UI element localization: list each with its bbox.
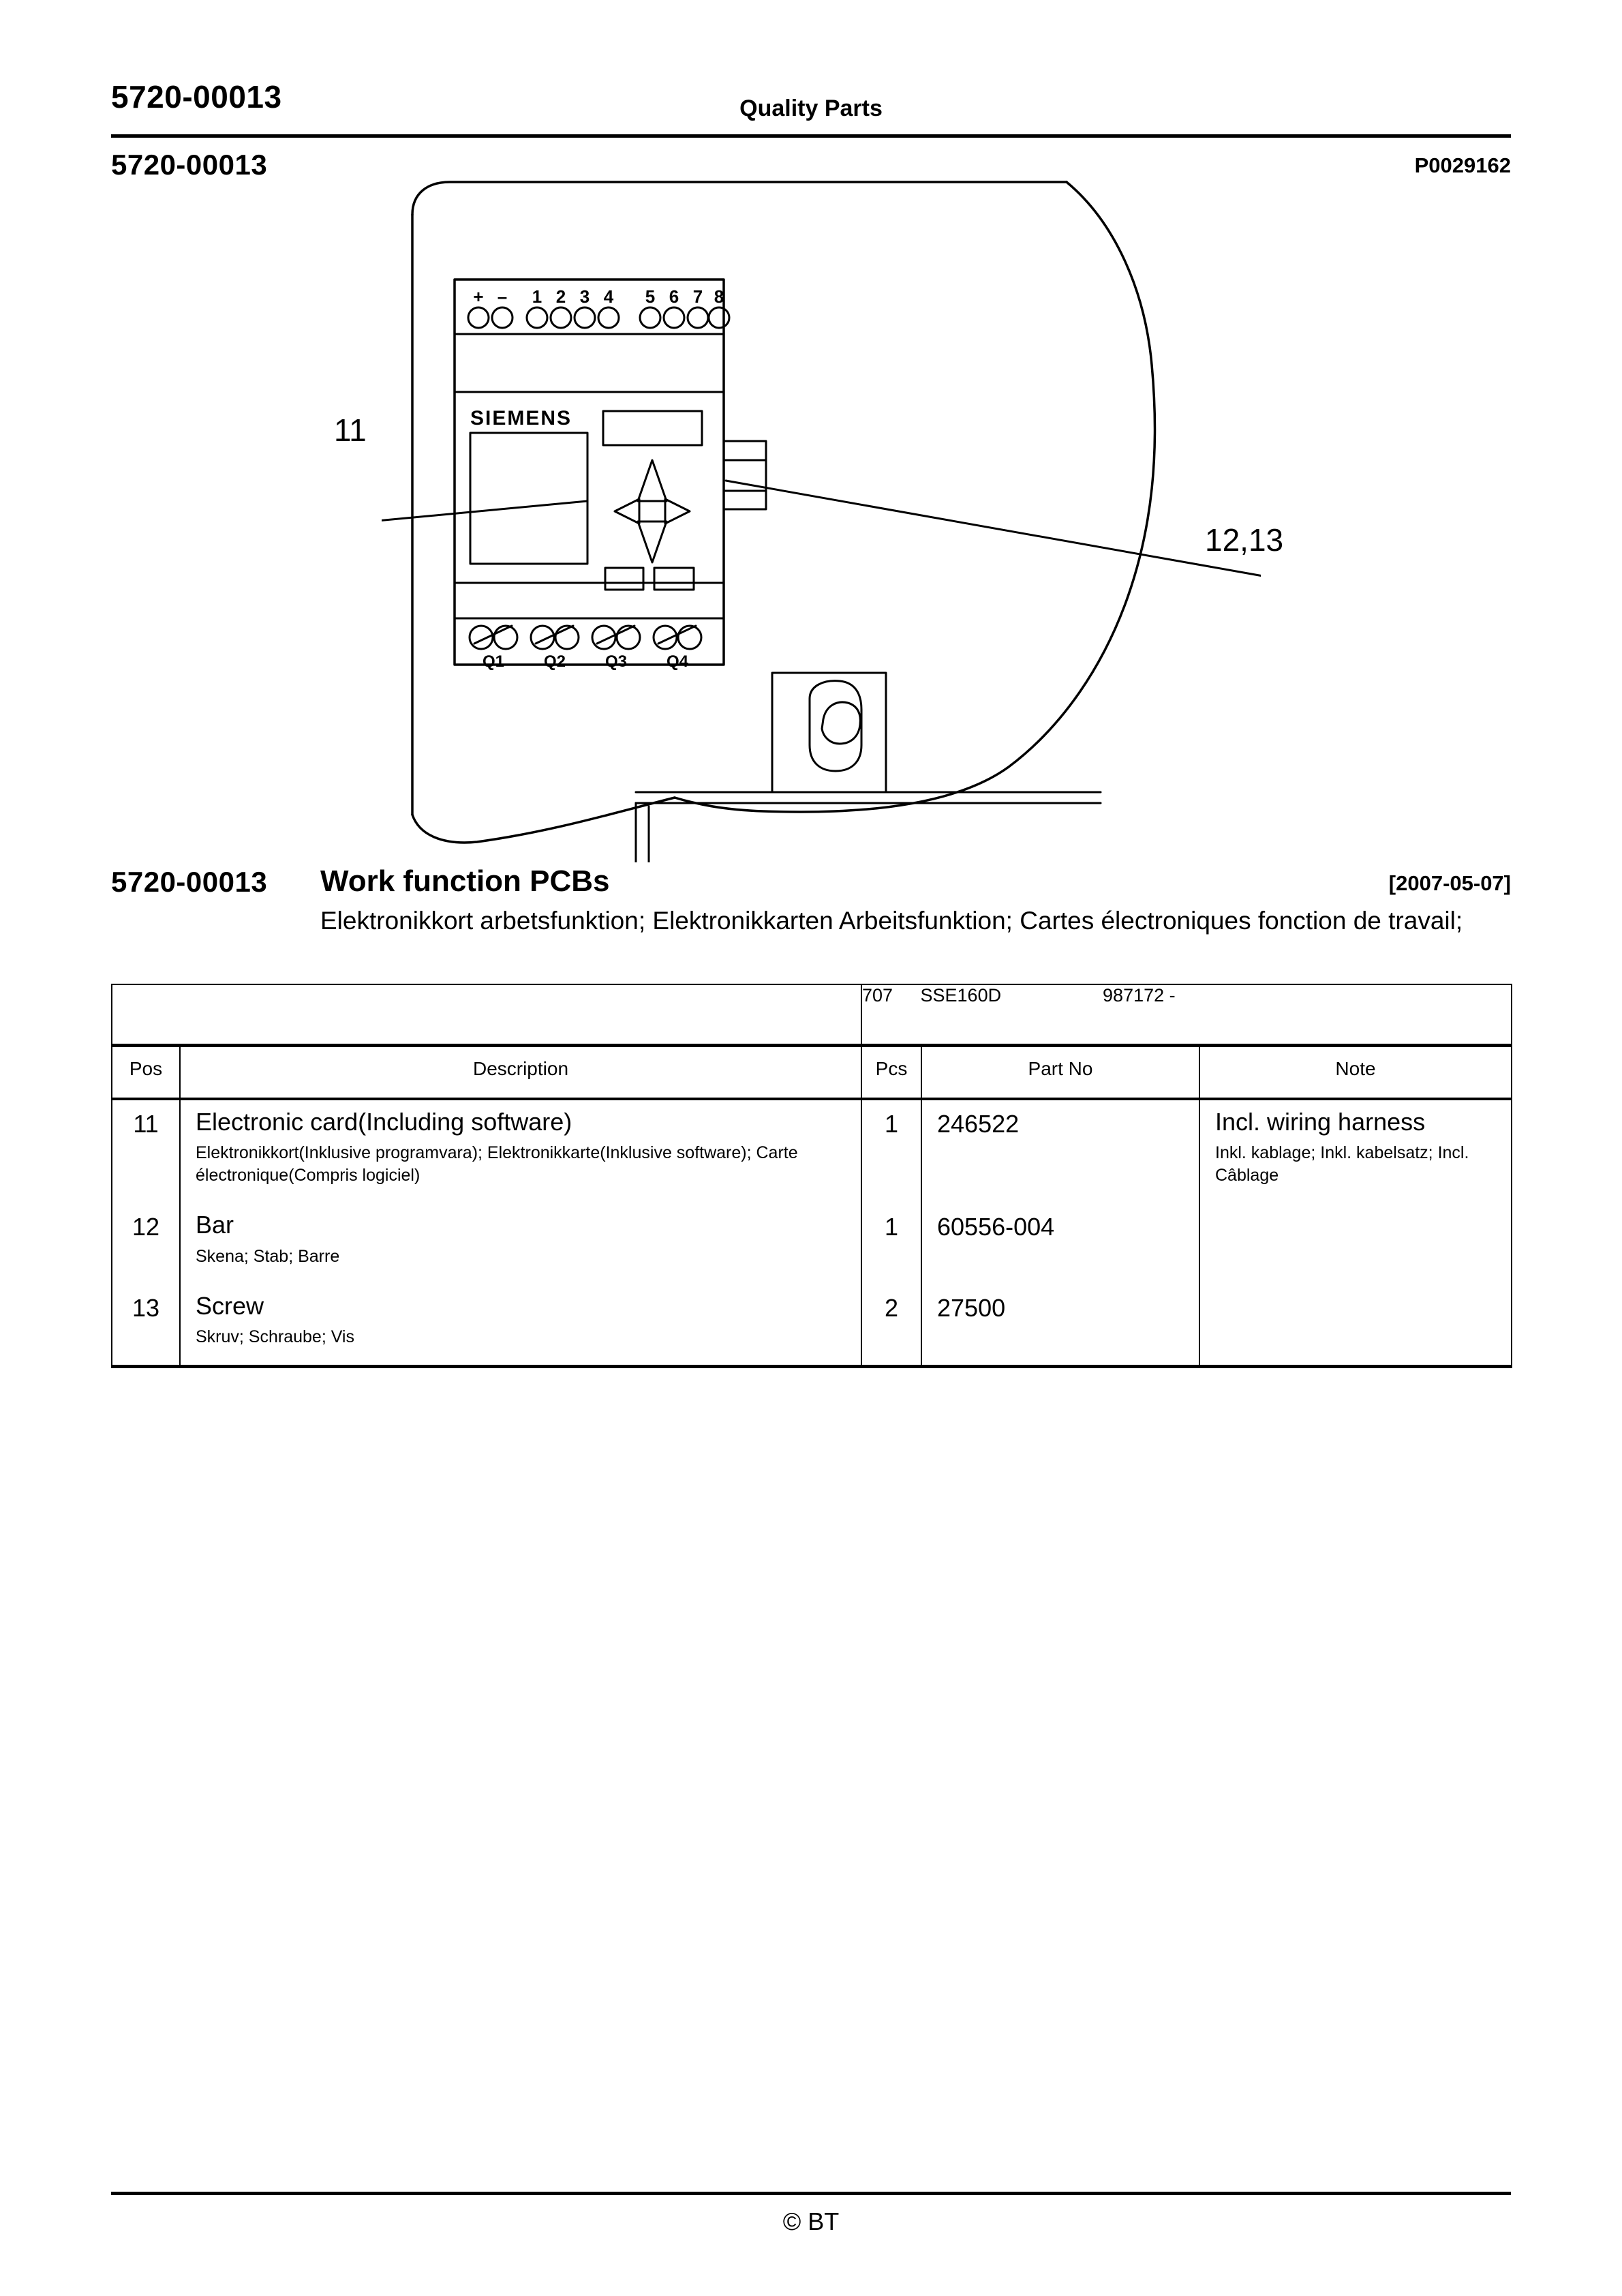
footer-rule xyxy=(111,2192,1511,2195)
row-part-no: 60556-004 xyxy=(921,1203,1199,1284)
output-terminal-q1 xyxy=(470,626,517,649)
output-terminal-q4 xyxy=(654,626,701,649)
output-terminal-row xyxy=(470,626,701,649)
arrow-left-key xyxy=(615,499,639,524)
description-main: Bar xyxy=(196,1211,234,1239)
svg-text:4: 4 xyxy=(603,286,614,307)
navigation-keypad xyxy=(615,460,690,562)
header-section-code: 5720-00013 xyxy=(111,79,282,115)
row-pcs: 2 xyxy=(861,1284,921,1367)
row-note xyxy=(1199,1203,1512,1284)
svg-text:8: 8 xyxy=(714,286,724,307)
serial-range: 987172 - xyxy=(1103,985,1176,1006)
svg-text:6: 6 xyxy=(669,286,679,307)
arrow-down-key xyxy=(638,522,667,562)
panel-outline xyxy=(412,182,1155,843)
row-pos: 11 xyxy=(112,1099,180,1203)
soft-key-left xyxy=(605,568,643,590)
column-header-pcs: Pcs xyxy=(861,1046,921,1100)
screw-bolt-head xyxy=(772,673,886,792)
footer-copyright: © BT xyxy=(782,2207,840,2235)
table-row xyxy=(112,1203,1512,1284)
note-translations: Inkl. kablage; Inkl. kabelsatz; Incl. Câblage xyxy=(1215,1143,1469,1185)
svg-text:Q1: Q1 xyxy=(482,652,505,671)
figure-section-code: 5720-00013 xyxy=(111,149,268,181)
row-note xyxy=(1199,1099,1512,1203)
leader-line-12-13 xyxy=(726,481,1261,578)
input-terminal-labels xyxy=(473,286,724,307)
drawing-reference: P0029162 xyxy=(1414,153,1511,177)
row-pos: 12 xyxy=(112,1203,180,1284)
callout-label-11: 11 xyxy=(334,412,367,448)
soft-key-right xyxy=(654,568,694,590)
technical-illustration xyxy=(382,160,1261,862)
side-connector-block xyxy=(724,441,766,509)
model-name: SSE160D xyxy=(920,985,1002,1006)
mounting-bar xyxy=(636,792,1101,862)
row-description xyxy=(180,1099,861,1203)
table-row xyxy=(112,1284,1512,1367)
svg-text:7: 7 xyxy=(692,286,703,307)
lcd-display xyxy=(470,433,587,564)
column-header-part-no: Part No xyxy=(921,1046,1199,1100)
row-description xyxy=(180,1284,861,1367)
parts-revision-date: [2007-05-07] xyxy=(1388,871,1511,895)
model-band-blank xyxy=(112,984,861,1046)
svg-text:Q4: Q4 xyxy=(666,652,689,671)
input-terminal-row xyxy=(468,307,729,328)
callout-label-12-13: 12,13 xyxy=(1205,522,1284,558)
row-pos: 13 xyxy=(112,1284,180,1367)
arrow-right-key xyxy=(665,499,690,524)
description-translations: Elektronikkort(Inklusive programvara); Elektronikkarte(Inklusive software); Carte électronique(Compris logiciel) xyxy=(196,1143,798,1185)
svg-text:Q3: Q3 xyxy=(605,652,628,671)
siemens-logo-controller-module xyxy=(455,280,766,671)
description-main: Screw xyxy=(196,1291,264,1320)
parts-section-subtitle: Elektronikkort arbetsfunktion; Elektronikkarten Arbeitsfunktion; Cartes électroniques fonction de travail; xyxy=(320,907,1463,935)
header-rule xyxy=(111,134,1511,138)
row-part-no: 27500 xyxy=(921,1284,1199,1367)
header-document-title: Quality Parts xyxy=(739,95,883,121)
output-terminal-q2 xyxy=(531,626,579,649)
svg-text:3: 3 xyxy=(579,286,590,307)
row-note xyxy=(1199,1284,1512,1367)
table-header-row xyxy=(112,1046,1512,1100)
column-header-description: Description xyxy=(180,1046,861,1100)
svg-text:2: 2 xyxy=(555,286,566,307)
column-header-note: Note xyxy=(1199,1046,1512,1100)
svg-text:+: + xyxy=(473,286,484,307)
status-display xyxy=(603,411,702,445)
svg-text:5: 5 xyxy=(645,286,656,307)
description-main: Electronic card(Including software) xyxy=(196,1108,572,1136)
siemens-brand-text: SIEMENS xyxy=(470,407,572,429)
parts-section-title: Work function PCBs xyxy=(320,864,610,898)
parts-table xyxy=(111,984,1512,1368)
output-terminal-q3 xyxy=(592,626,640,649)
svg-text:1: 1 xyxy=(532,286,542,307)
description-translations: Skena; Stab; Barre xyxy=(196,1246,340,1266)
svg-text:Q2: Q2 xyxy=(543,652,566,671)
output-terminal-labels xyxy=(483,652,689,671)
parts-section-code: 5720-00013 xyxy=(111,866,268,898)
column-header-pos: Pos xyxy=(112,1046,180,1100)
table-model-band xyxy=(112,984,1512,1046)
arrow-up-key xyxy=(638,460,667,501)
description-translations: Skruv; Schraube; Vis xyxy=(196,1327,354,1346)
row-pcs: 1 xyxy=(861,1099,921,1203)
row-part-no: 246522 xyxy=(921,1099,1199,1203)
table-row xyxy=(112,1099,1512,1203)
row-pcs: 1 xyxy=(861,1203,921,1284)
note-main: Incl. wiring harness xyxy=(1215,1108,1426,1136)
svg-text:–: – xyxy=(497,286,508,307)
model-band-info xyxy=(861,984,1512,1046)
model-code: 707 xyxy=(862,985,893,1006)
row-description xyxy=(180,1203,861,1284)
